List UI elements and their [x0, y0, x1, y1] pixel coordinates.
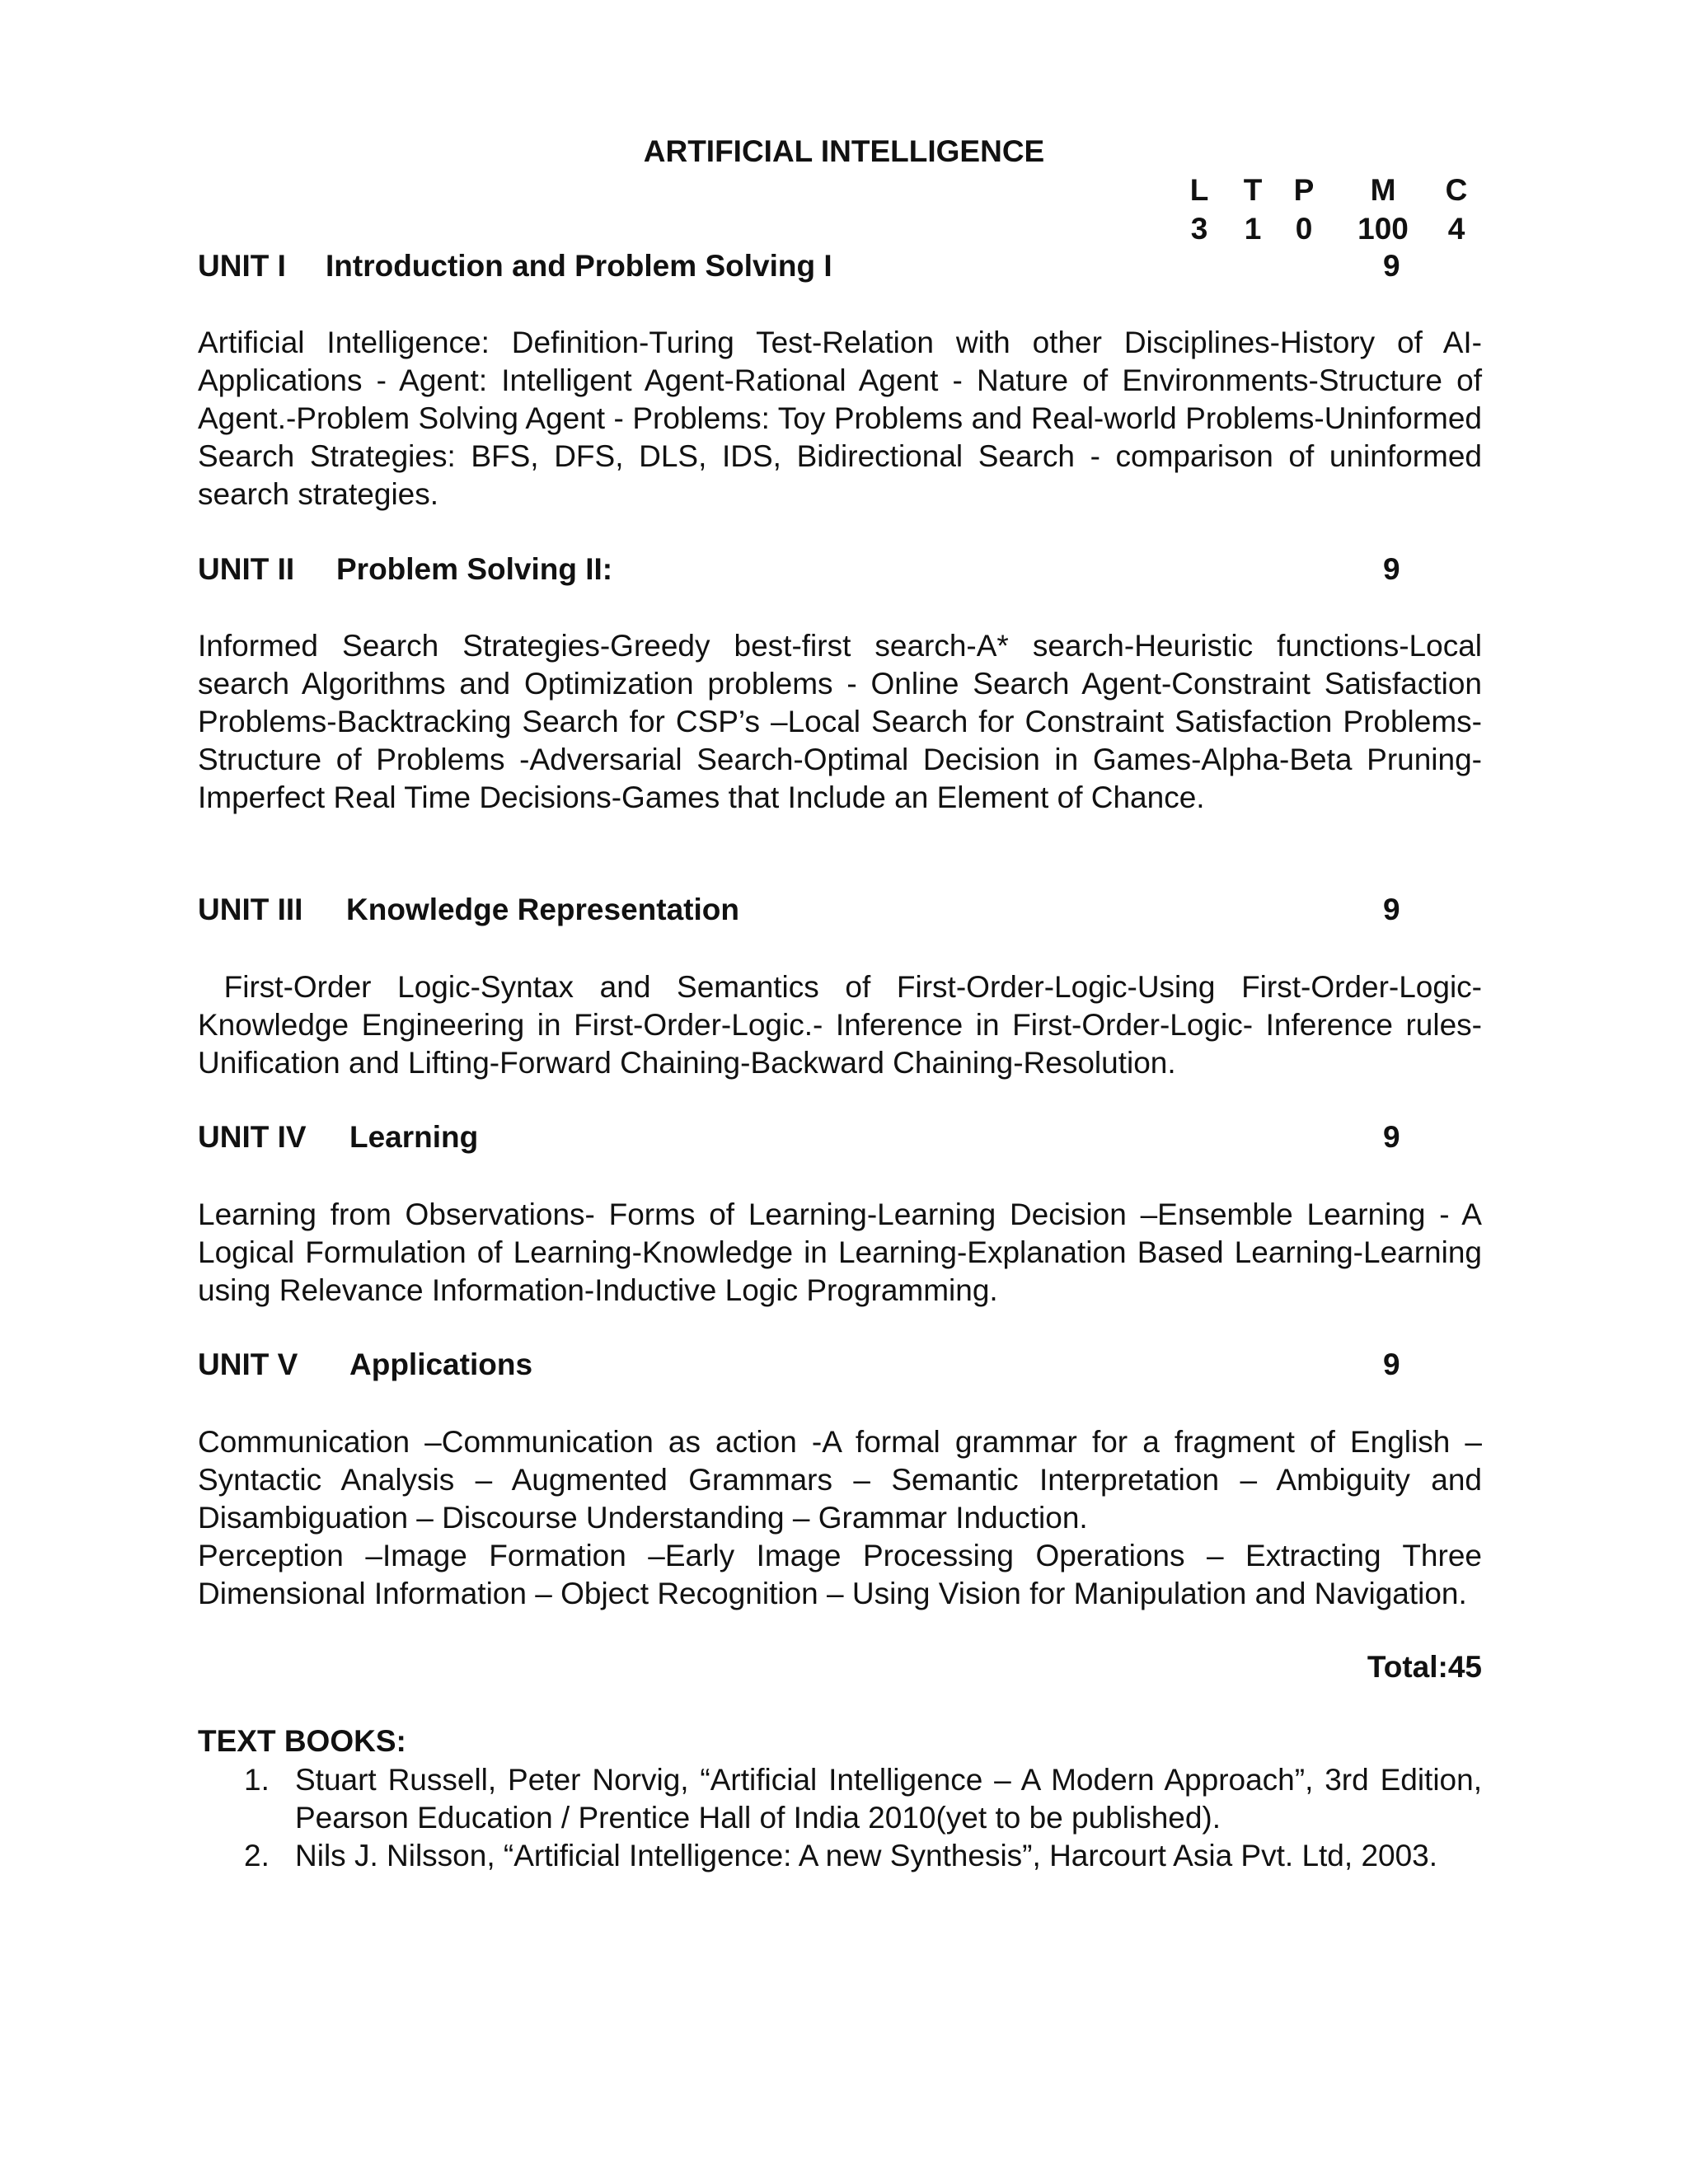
unit-hours: 9: [1383, 893, 1400, 926]
unit-title: Applications: [349, 1347, 533, 1381]
unit-title: Knowledge Representation: [346, 893, 739, 926]
unit-content-continued: Perception –Image Formation –Early Image Processing Operations – Extracting Three Dimensional Information – Object Recognition – Using Vision for Manipulation and Navigation.: [198, 1539, 1482, 1610]
unit-heading: [198, 1120, 1409, 1161]
unit-number: UNIT III: [198, 893, 303, 926]
credits-value-t: 1: [1244, 212, 1262, 246]
unit-hours: 9: [1383, 552, 1400, 586]
unit-hours: 9: [1383, 1347, 1400, 1381]
credits-header-c: C: [1445, 173, 1468, 207]
unit-number: UNIT I: [198, 249, 286, 283]
unit-title: Problem Solving II:: [336, 552, 613, 586]
textbook-text: Nils J. Nilsson, “Artificial Intelligence: A new Synthesis”, Harcourt Asia Pvt. Ltd, 2003.: [295, 1839, 1438, 1872]
credits-value-m: 100: [1357, 212, 1409, 246]
unit-content: Communication –Communication as action -A formal grammar for a fragment of English – Syntactic Analysis – Augmented Grammars – Semantic Interpretation – Ambiguity and Disambiguation – Discourse Understanding – Grammar Induction.: [198, 1425, 1482, 1535]
page-title: ARTIFICIAL INTELLIGENCE: [643, 134, 1045, 168]
unit-heading: [198, 249, 1409, 290]
textbooks-heading: TEXT BOOKS:: [198, 1724, 406, 1758]
unit-title: Introduction and Problem Solving I: [326, 249, 832, 283]
credits-header-t: T: [1243, 173, 1263, 207]
credits-header-l: L: [1189, 173, 1209, 207]
credits-value-l: 3: [1190, 212, 1208, 246]
unit-number: UNIT V: [198, 1347, 298, 1381]
unit-content: Artificial Intelligence: Definition-Turing Test-Relation with other Disciplines-History of AI-Applications - Agent: Intelligent Agent-Rational Agent - Nature of Environments-Structure of Agent.-Problem Solving Agent - Problems: Toy Problems and Real-world Problems-Uninformed Search Strategies: BFS, DFS, DLS, IDS, Bidirectional Search - comparison of uninformed search strategies.: [198, 326, 1482, 511]
textbook-number: 1.: [244, 1763, 270, 1797]
unit-title: Learning: [349, 1120, 479, 1154]
unit-content: Learning from Observations- Forms of Learning-Learning Decision –Ensemble Learning - A Logical Formulation of Learning-Knowledge in Learning-Explanation Based Learning-Learning using Relevance Information-Inductive Logic Programming.: [198, 1197, 1482, 1307]
unit-content: First-Order Logic-Syntax and Semantics of First-Order-Logic-Using First-Order-Logic-Knowledge Engineering in First-Order-Logic.- Inference in First-Order-Logic- Inference rules-Unification and Lifting-Forward Chaining-Backward Chaining-Resolution.: [198, 970, 1482, 1080]
total-hours: Total:45: [1367, 1650, 1482, 1684]
unit-number: UNIT II: [198, 552, 295, 586]
credits-value-c: 4: [1447, 212, 1465, 246]
credits-value-p: 0: [1295, 212, 1313, 246]
unit-heading: [198, 1347, 1409, 1389]
credits-header-m: M: [1370, 173, 1396, 207]
unit-number: UNIT IV: [198, 1120, 307, 1154]
textbook-number: 2.: [244, 1839, 270, 1872]
unit-heading: [198, 893, 1409, 934]
unit-heading: [198, 552, 1409, 593]
textbook-text: Stuart Russell, Peter Norvig, “Artificial Intelligence – A Modern Approach”, 3rd Edition, Pearson Education / Prentice Hall of India 2010(yet to be published).: [295, 1763, 1482, 1835]
unit-hours: 9: [1383, 1120, 1400, 1154]
unit-hours: 9: [1383, 249, 1400, 283]
credits-header-p: P: [1293, 173, 1315, 207]
unit-content: Informed Search Strategies-Greedy best-first search-A* search-Heuristic functions-Local search Algorithms and Optimization problems - Online Search Agent-Constraint Satisfaction Problems-Backtracking Search for CSP’s –Local Search for Constraint Satisfaction Problems-Structure of Problems -Adversarial Search-Optimal Decision in Games-Alpha-Beta Pruning-Imperfect Real Time Decisions-Games that Include an Element of Chance.: [198, 629, 1482, 814]
